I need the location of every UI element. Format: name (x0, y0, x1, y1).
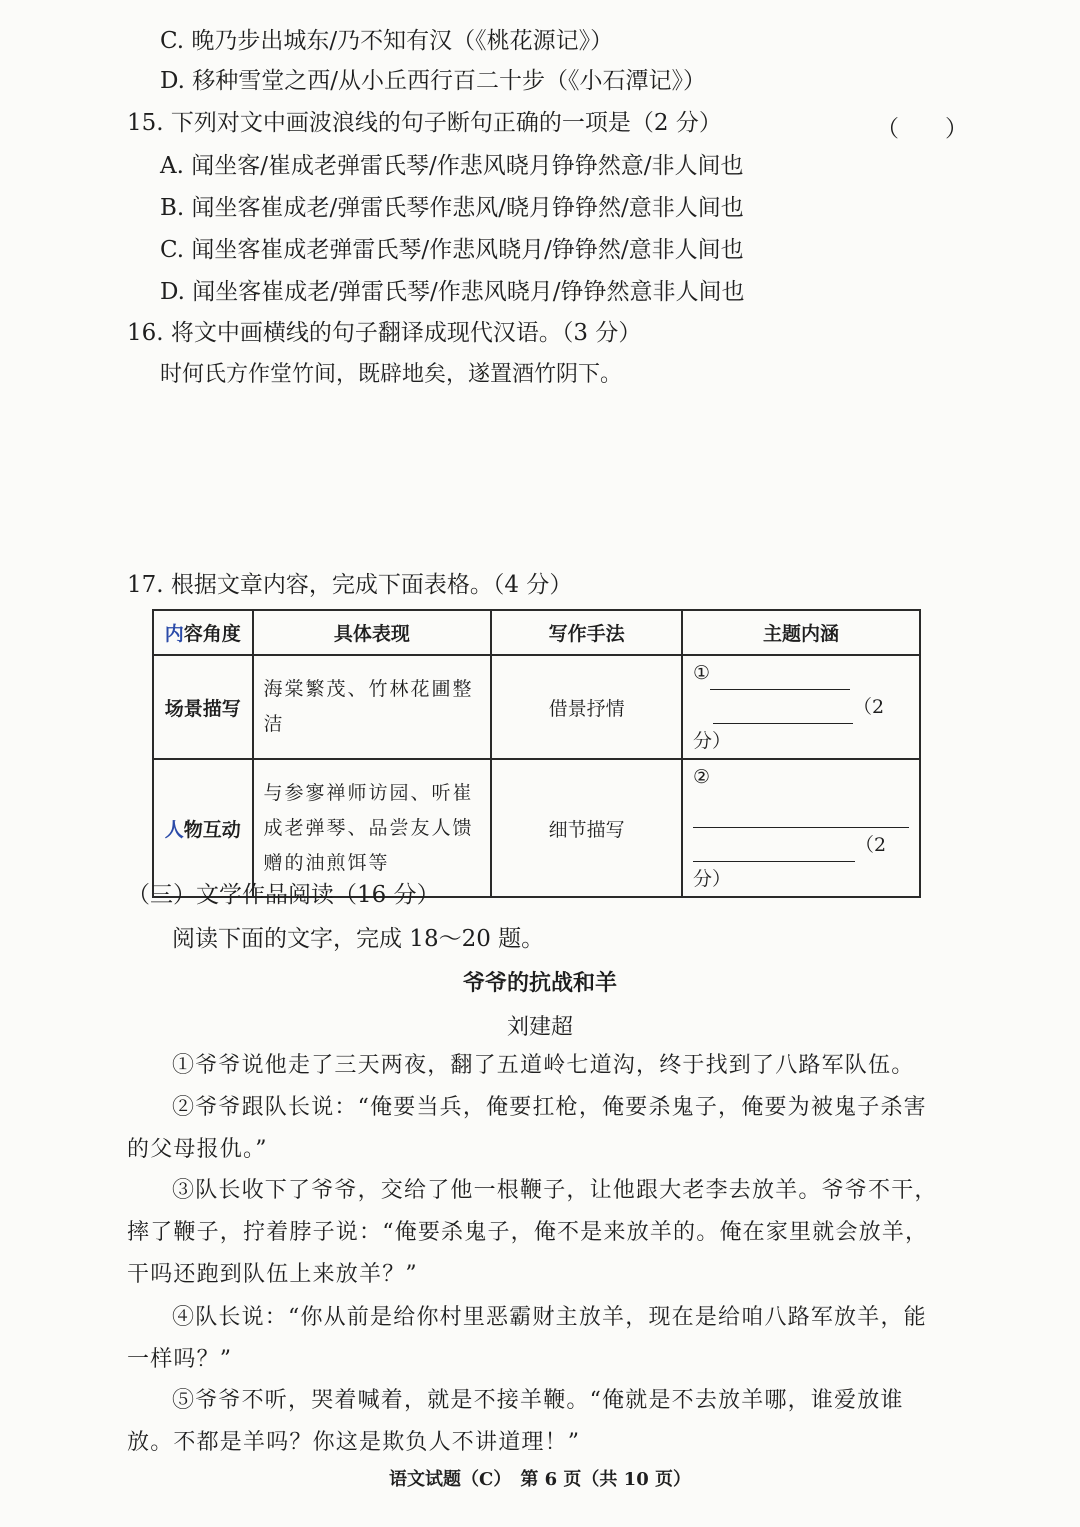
table-row (153, 759, 920, 897)
story-paragraph: ⑤爷爷不听，哭着喊着，就是不接羊鞭。“俺就是不去放羊哪，谁爱放谁放。不都是羊吗？你这是欺负人不讲道理！” (127, 1388, 904, 1455)
q14-option-d: D. 移种雪堂之西/从小丘西行百二十步（《小石潭记》） (160, 68, 706, 94)
story-paragraph: ②爷爷跟队长说：“俺要当兵，俺要扛枪，俺要杀鬼子，俺要为被鬼子杀害的父母报仇。” (127, 1095, 927, 1162)
answer-mark: ① (693, 662, 711, 684)
page-footer: 语文试题（C） 第 6 页（共 10 页） (389, 1469, 691, 1490)
q15-answer-paren: （ ） (876, 116, 968, 142)
table-row (153, 655, 920, 759)
q16-sentence: 时何氏方作堂竹间，既辟地矣，遂置酒竹阴下。 (160, 362, 623, 387)
row-detail: 与参寥禅师访园、听崔成老弹琴、品尝友人馈赠的油煎饵等 (253, 759, 492, 897)
q15-option-a: A. 闻坐客/崔成老弹雷氏琴/作悲风晓月铮铮然意/非人间也 (160, 153, 744, 179)
q15-option-c: C. 闻坐客崔成老弹雷氏琴/作悲风晓月/铮铮然/意非人间也 (160, 237, 744, 263)
row-technique: 借景抒情 (491, 655, 682, 759)
q16-stem: 16. 将文中画横线的句子翻译成现代汉语。（3 分） (127, 320, 642, 346)
story-title: 爷爷的抗战和羊 (462, 971, 617, 996)
header-technique: 写作手法 (491, 610, 682, 655)
points-label: （2 分） (693, 696, 885, 752)
row-theme-answer[interactable] (682, 655, 920, 759)
header-detail: 具体表现 (253, 610, 492, 655)
header-theme: 主题内涵 (682, 610, 920, 655)
story-paragraph: ①爷爷说他走了三天两夜，翻了五道岭七道沟，终于找到了八路军队伍。 (172, 1053, 915, 1078)
story-author: 刘建超 (506, 1015, 573, 1040)
row-technique: 细节描写 (491, 759, 682, 897)
answer-blank[interactable] (693, 861, 855, 862)
q15-option-b: B. 闻坐客崔成老/弹雷氏琴作悲风/晓月铮铮然/意非人间也 (160, 195, 744, 221)
q17-stem: 17. 根据文章内容，完成下面表格。（4 分） (127, 572, 573, 598)
q17-table (152, 609, 921, 898)
row-theme-answer[interactable] (682, 759, 920, 897)
section3-instruction: 阅读下面的文字，完成 18～20 题。 (172, 926, 545, 952)
answer-blank[interactable] (713, 723, 853, 724)
answer-mark: ② (693, 766, 711, 788)
table-header-row (153, 610, 920, 655)
q14-option-c: C. 晚乃步出城东/乃不知有汉（《桃花源记》） (160, 28, 614, 54)
q15-stem: 15. 下列对文中画波浪线的句子断句正确的一项是（2 分） (127, 110, 722, 136)
points-label: （2 分） (693, 834, 887, 890)
section3-heading: （三）文学作品阅读（16 分） (127, 882, 440, 908)
row-angle: 人物互动 (153, 759, 253, 897)
header-angle: 内容角度 (153, 610, 253, 655)
story-paragraph: ③队长收下了爷爷，交给了他一根鞭子，让他跟大老李去放羊。爷爷不干，摔了鞭子，拧着脖子说：“俺要杀鬼子，俺不是来放羊的。俺在家里就会放羊，干吗还跑到队伍上来放羊？” (127, 1178, 938, 1287)
q15-option-d: D. 闻坐客崔成老/弹雷氏琴/作悲风晓月/铮铮然意非人间也 (160, 279, 745, 305)
row-angle: 场景描写 (153, 655, 253, 759)
row-detail: 海棠繁茂、竹林花圃整洁 (253, 655, 492, 759)
story-paragraph: ④队长说：“你从前是给你村里恶霸财主放羊，现在是给咱八路军放羊，能一样吗？” (127, 1305, 927, 1372)
